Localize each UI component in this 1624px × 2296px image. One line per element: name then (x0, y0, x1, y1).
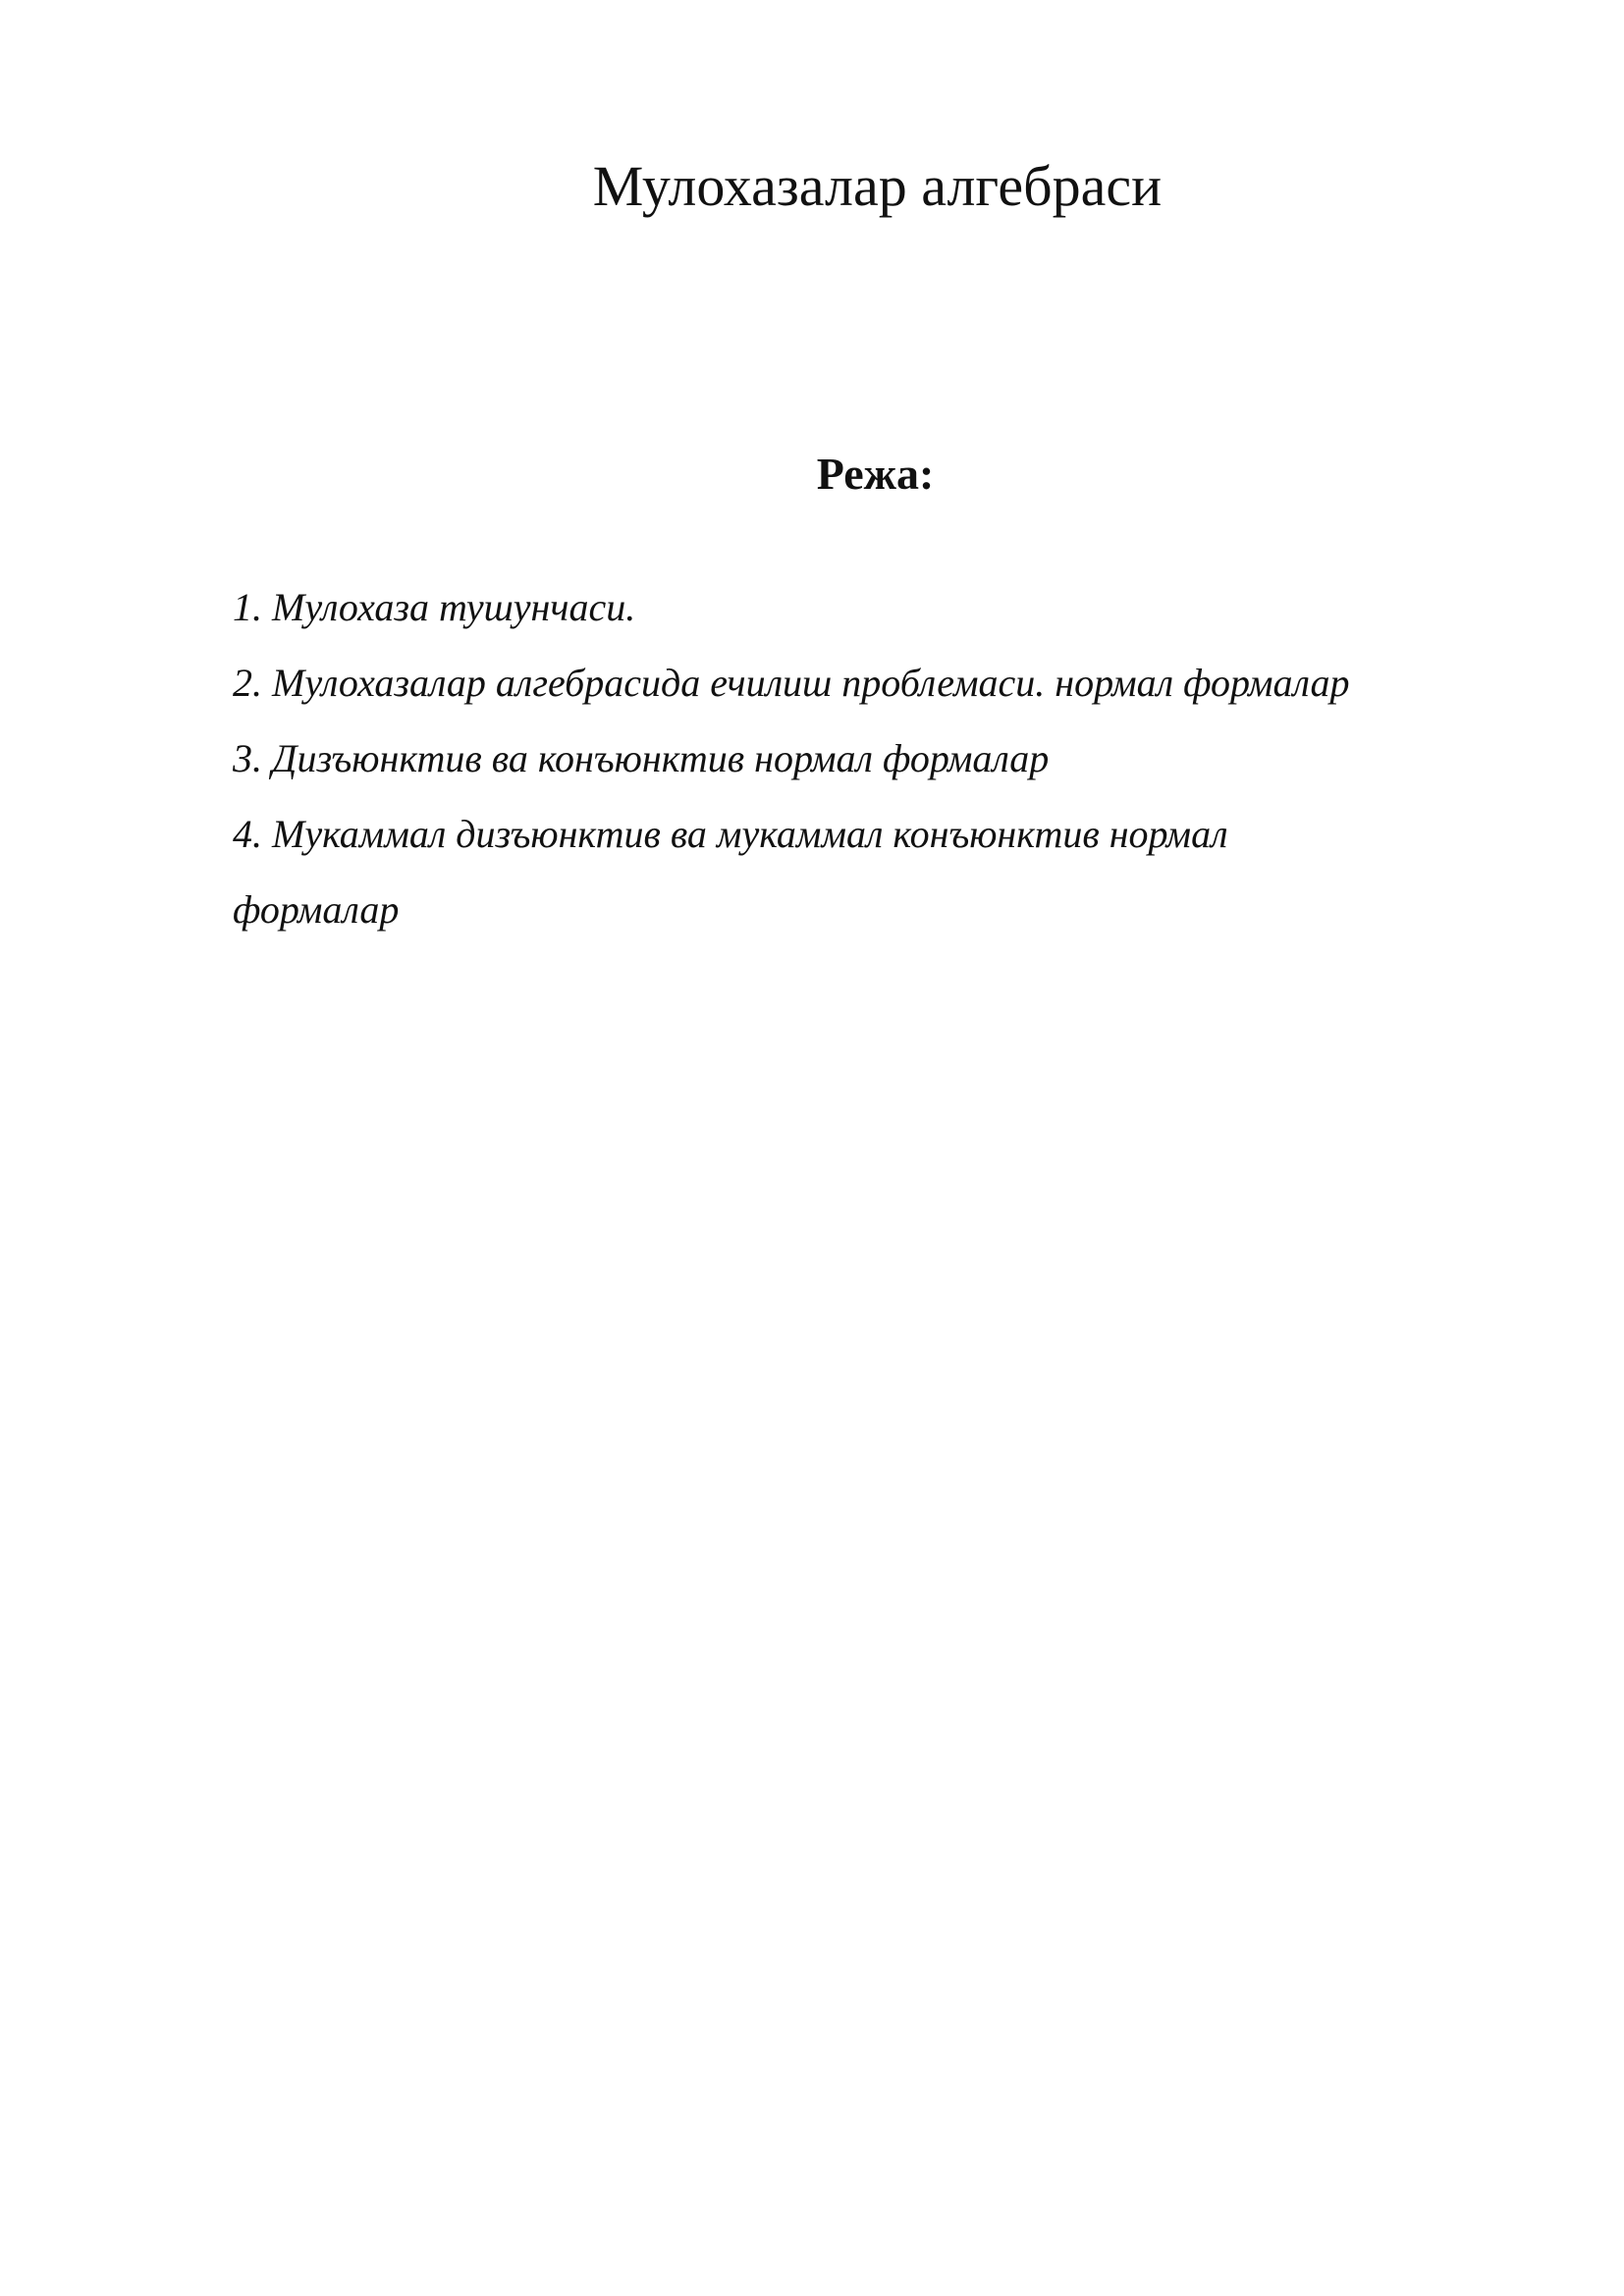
plan-item-number: 1. (233, 585, 262, 629)
document-title: Мулохазалар алгебраси (592, 154, 1163, 218)
plan-item-number: 4. (233, 812, 262, 856)
plan-item-first-line (233, 796, 1509, 872)
plan-list (233, 569, 1509, 947)
plan-item-3 (233, 721, 1509, 796)
plan-item-text-continuation: формалар (233, 887, 400, 932)
plan-item-1 (233, 569, 1509, 645)
plan-item-number: 2. (233, 661, 262, 705)
plan-item-text: Мукаммал дизъюнктив ва мукаммал конъюнктив нормал (272, 812, 1228, 856)
plan-item-text: Мулохазалар алгебрасида ечилиш проблемаси. нормал формалар (272, 661, 1350, 705)
plan-item-4 (233, 796, 1509, 947)
plan-item-number: 3. (233, 736, 262, 780)
plan-heading: Режа: (816, 449, 935, 499)
plan-item-text: Дизъюнктив ва конъюнктив нормал формалар (272, 736, 1050, 780)
plan-item-2 (233, 645, 1509, 721)
plan-item-text: Мулохаза тушунчаси. (272, 585, 636, 629)
